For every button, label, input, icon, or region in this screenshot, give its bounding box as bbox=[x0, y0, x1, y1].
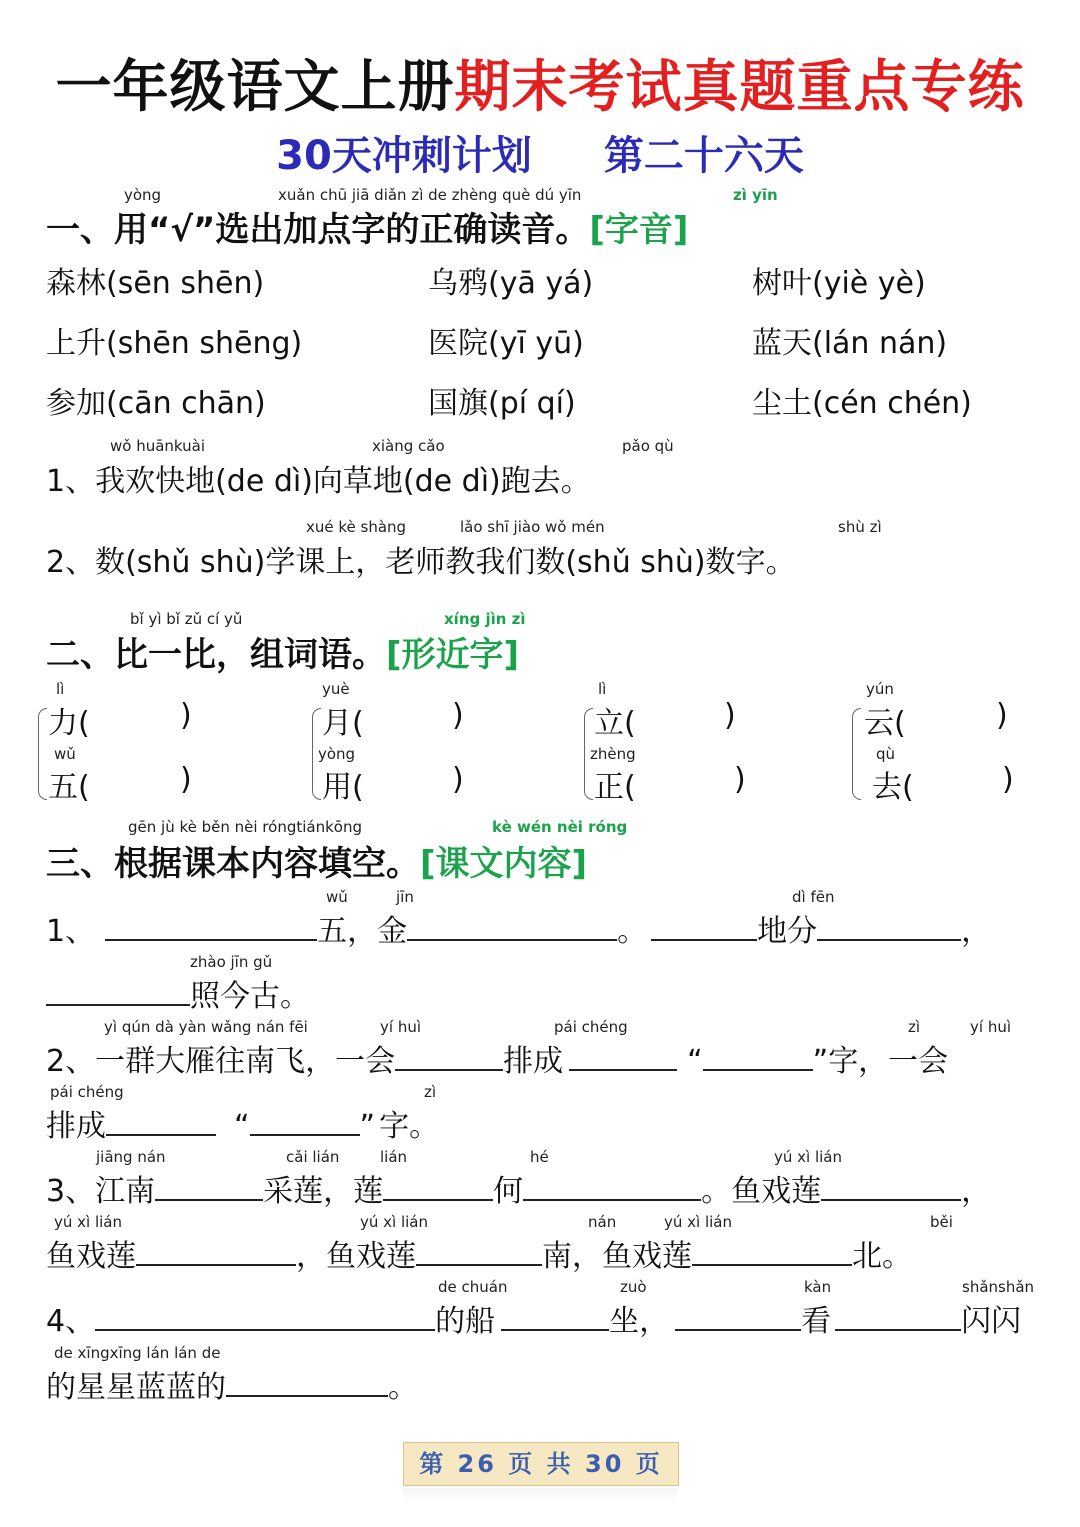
s1-item[interactable]: 乌鸦(yā yá) bbox=[428, 266, 594, 301]
q2-pinyin: yì qún dà yàn wǎng nán fēi bbox=[104, 1018, 308, 1036]
fill-blank[interactable] bbox=[95, 1303, 435, 1331]
page-subtitle bbox=[0, 128, 1080, 184]
s1-sentence1-pinyin: pǎo qù bbox=[622, 437, 674, 455]
q4-line-2: 的星星蓝蓝的 。 bbox=[46, 1370, 418, 1405]
pair-pinyin: lì bbox=[56, 680, 65, 698]
q3-pinyin: cǎi lián bbox=[286, 1148, 340, 1166]
s1-pinyin-yong: yòng bbox=[124, 186, 162, 204]
title-red: 期末考试真题重点专练 bbox=[454, 55, 1025, 120]
day-label: 第二十六天 bbox=[603, 133, 804, 179]
pair-char: 立( bbox=[594, 706, 636, 741]
pair-char: 月( bbox=[322, 706, 364, 741]
s1-item[interactable]: 尘土(cén chén) bbox=[752, 386, 972, 421]
pair-char: 正( bbox=[594, 770, 636, 805]
pair-char: 用( bbox=[322, 770, 364, 805]
s2-pinyin-tag: xíng jìn zì bbox=[444, 610, 526, 628]
pair-close: ) bbox=[180, 698, 192, 733]
fill-blank[interactable] bbox=[817, 913, 961, 941]
pair-char: 云( bbox=[864, 706, 906, 741]
s1-sentence2-pinyin: xué kè shàng bbox=[306, 518, 407, 536]
q1-line-2: 照今古。 bbox=[46, 971, 310, 1015]
brace bbox=[852, 708, 861, 800]
page-title bbox=[0, 48, 1080, 128]
q3-pinyin: nán bbox=[588, 1213, 617, 1231]
section-1-tag: [字音] bbox=[589, 210, 689, 250]
s2-pinyin: bǐ yì bǐ zǔ cí yǔ bbox=[130, 610, 243, 628]
q4-pinyin: zuò bbox=[620, 1278, 647, 1296]
fill-blank[interactable] bbox=[226, 1369, 388, 1397]
q1-pinyin: dì fēn bbox=[792, 888, 835, 906]
section-3-tag: [课文内容] bbox=[420, 844, 588, 884]
fill-blank[interactable] bbox=[651, 913, 757, 941]
s3-pinyin: gēn jù kè běn nèi róngtiánkōng bbox=[128, 818, 362, 836]
brace bbox=[38, 708, 47, 800]
fill-blank[interactable] bbox=[136, 1238, 296, 1266]
pair-pinyin: zhèng bbox=[590, 745, 636, 763]
s1-item[interactable]: 树叶(yiè yè) bbox=[752, 266, 926, 301]
fill-blank[interactable] bbox=[105, 913, 317, 941]
s1-item[interactable]: 上升(shēn shēng) bbox=[46, 326, 303, 361]
s1-pinyin-tag: zì yīn bbox=[733, 186, 778, 204]
pair-pinyin: qù bbox=[876, 745, 896, 763]
title-black: 一年级语文上册 bbox=[55, 55, 455, 120]
q1-pinyin: wǔ bbox=[326, 888, 348, 906]
s1-sentence1-pinyin: xiàng cǎo bbox=[372, 437, 445, 455]
fill-blank[interactable] bbox=[407, 913, 617, 941]
fill-blank[interactable] bbox=[383, 1173, 493, 1201]
q2-pinyin: zì bbox=[908, 1018, 921, 1036]
s3-pinyin-tag: kè wén nèi róng bbox=[492, 818, 628, 836]
s1-item[interactable]: 森林(sēn shēn) bbox=[46, 266, 265, 301]
pair-pinyin: yún bbox=[866, 680, 894, 698]
pair-close: ) bbox=[452, 762, 464, 797]
pair-char: 去( bbox=[872, 770, 914, 805]
s1-item[interactable]: 参加(cān chān) bbox=[46, 386, 266, 421]
fill-blank[interactable] bbox=[675, 1303, 801, 1331]
s1-item[interactable]: 国旗(pí qí) bbox=[428, 386, 576, 421]
q4-pinyin: shǎnshǎn bbox=[962, 1278, 1035, 1296]
plan-label: 30天冲刺计划 bbox=[276, 133, 532, 179]
s1-sentence2-pinyin: shù zì bbox=[838, 518, 882, 536]
fill-blank[interactable] bbox=[703, 1043, 813, 1071]
q3-pinyin: yú xì lián bbox=[54, 1213, 122, 1231]
q2-line-2: 排成 “ ” 字。 bbox=[46, 1109, 440, 1144]
pair-close: ) bbox=[452, 698, 464, 733]
fill-blank[interactable] bbox=[395, 1043, 503, 1071]
pair-close: ) bbox=[996, 698, 1008, 733]
s1-item[interactable]: 蓝天(lán nán) bbox=[752, 326, 948, 361]
q4-pinyin: de xīngxīng lán lán de bbox=[54, 1344, 221, 1362]
section-2-heading: 二、比一比，组词语。[形近字] bbox=[46, 635, 520, 675]
pair-pinyin: yuè bbox=[322, 680, 350, 698]
q3-pinyin: lián bbox=[380, 1148, 408, 1166]
badge-reflection bbox=[403, 1488, 677, 1502]
q2-pinyin: pái chéng bbox=[554, 1018, 628, 1036]
fill-blank[interactable] bbox=[692, 1238, 852, 1266]
q4-pinyin: de chuán bbox=[438, 1278, 508, 1296]
fill-blank[interactable] bbox=[416, 1238, 542, 1266]
fill-blank[interactable] bbox=[821, 1173, 961, 1201]
fill-blank[interactable] bbox=[106, 1108, 216, 1136]
fill-blank[interactable] bbox=[155, 1173, 263, 1201]
pair-pinyin: lì bbox=[598, 680, 607, 698]
q1-pinyin: zhào jīn gǔ bbox=[190, 953, 273, 971]
q3-pinyin: yú xì lián bbox=[360, 1213, 428, 1231]
pair-pinyin: wǔ bbox=[54, 745, 76, 763]
pair-char: 五( bbox=[48, 770, 90, 805]
q2-pinyin: yí huì bbox=[970, 1018, 1011, 1036]
fill-blank[interactable] bbox=[46, 978, 190, 1006]
pair-close: ) bbox=[724, 698, 736, 733]
q3-pinyin: yú xì lián bbox=[774, 1148, 842, 1166]
q2-pinyin: yí huì bbox=[380, 1018, 421, 1036]
pair-pinyin: yòng bbox=[318, 745, 356, 763]
pair-close: ) bbox=[180, 762, 192, 797]
q3-line-1: 3、江南 采莲，莲 何 。鱼戏莲 ， bbox=[46, 1174, 992, 1209]
pair-close: ) bbox=[1002, 762, 1014, 797]
q3-pinyin: jiāng nán bbox=[96, 1148, 166, 1166]
fill-blank[interactable] bbox=[501, 1303, 609, 1331]
fill-blank[interactable] bbox=[250, 1108, 360, 1136]
fill-blank[interactable] bbox=[523, 1173, 701, 1201]
s1-sentence-1[interactable]: 1、我欢快地(de dì)向草地(de dì)跑去。 bbox=[46, 464, 591, 499]
q3-pinyin: yú xì lián bbox=[664, 1213, 732, 1231]
section-1-heading: 一、用“√”选出加点字的正确读音。[字音] bbox=[46, 210, 689, 250]
section-2-tag: [形近字] bbox=[386, 635, 520, 675]
q4-pinyin: kàn bbox=[804, 1278, 832, 1296]
s1-item[interactable]: 医院(yī yū) bbox=[428, 326, 584, 361]
q2-pinyin: zì bbox=[424, 1083, 437, 1101]
q2-pinyin: pái chéng bbox=[50, 1083, 124, 1101]
pair-close: ) bbox=[734, 762, 746, 797]
q3-pinyin: hé bbox=[530, 1148, 549, 1166]
q3-line-2: 鱼戏莲 ，鱼戏莲 南，鱼戏莲 北。 bbox=[46, 1239, 912, 1274]
fill-blank[interactable] bbox=[835, 1303, 961, 1331]
q1-line-1: 1、 五，金 。 地分 ， bbox=[46, 914, 992, 949]
pair-char: 力( bbox=[48, 706, 90, 741]
q3-pinyin: běi bbox=[930, 1213, 953, 1231]
q1-pinyin: jīn bbox=[396, 888, 414, 906]
q4-line-1: 4、 的船 坐， 看 闪闪 bbox=[46, 1304, 1022, 1339]
q2-line-1: 2、一群大雁往南飞，一会 排成 “ ”字，一会 bbox=[46, 1044, 949, 1079]
fill-blank[interactable] bbox=[569, 1043, 677, 1071]
s1-sentence-2[interactable]: 2、数(shǔ shù)学课上，老师教我们数(shǔ shù)数字。 bbox=[46, 545, 796, 580]
s1-pinyin-mid: xuǎn chū jiā diǎn zì de zhèng què dú yīn bbox=[278, 186, 582, 204]
section-3-heading: 三、根据课本内容填空。[课文内容] bbox=[46, 844, 588, 884]
s1-sentence1-pinyin: wǒ huānkuài bbox=[110, 437, 206, 455]
s1-sentence2-pinyin: lǎo shī jiào wǒ mén bbox=[460, 518, 605, 536]
page-number-badge: 第 26 页 共 30 页 bbox=[403, 1442, 679, 1486]
